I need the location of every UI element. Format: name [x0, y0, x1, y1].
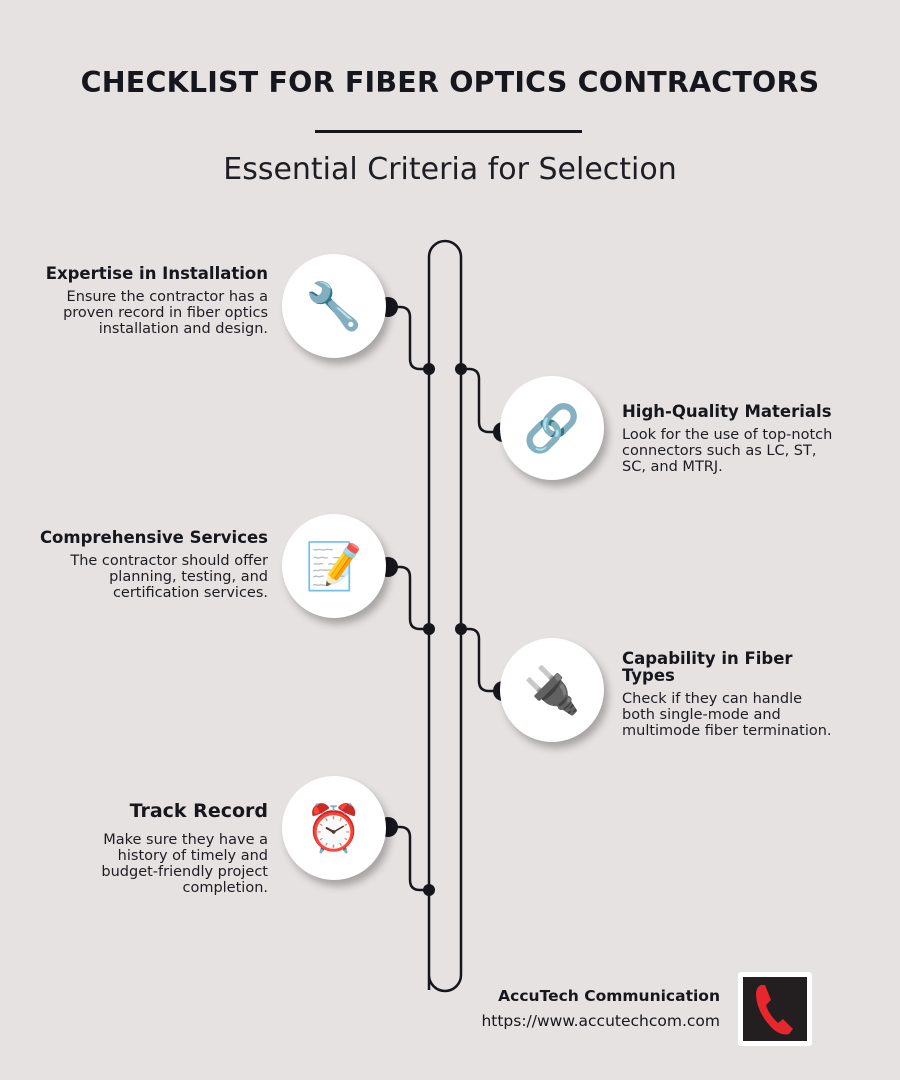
wrench-icon: 🔧: [282, 254, 386, 358]
link-icon: 🔗: [500, 376, 604, 480]
alarm-clock-icon: ⏰: [282, 776, 386, 880]
item-heading: Comprehensive Services: [39, 528, 268, 547]
item-heading: Track Record: [129, 800, 268, 822]
item-text: Make sure they have a history of timely and budget-friendly project completion.: [101, 832, 268, 896]
company-name: AccuTech Communication: [498, 987, 720, 1005]
item-heading: High-Quality Materials: [622, 402, 832, 421]
item-heading: Capability in Fiber Types: [622, 649, 793, 685]
item-text: Check if they can handle both single-mode and multimode fiber termination.: [622, 691, 832, 739]
item-track-record: [68, 800, 268, 896]
page-title: CHECKLIST FOR FIBER OPTICS CONTRACTORS: [80, 66, 820, 99]
item-text: Ensure the contractor has a proven record in fiber optics installation and design.: [63, 289, 268, 337]
item-fiber-types: [622, 650, 832, 739]
page-subtitle: Essential Criteria for Selection: [223, 152, 677, 187]
plug-icon: 🔌: [500, 638, 604, 742]
item-materials: [622, 403, 842, 475]
item-text: Look for the use of top-notch connectors such as LC, ST, SC, and MTRJ.: [622, 427, 833, 475]
company-url[interactable]: https://www.accutechcom.com: [481, 1012, 720, 1030]
item-text: The contractor should offer planning, testing, and certification services.: [70, 553, 268, 601]
item-services: [28, 529, 268, 601]
item-heading: Expertise in Installation: [45, 264, 268, 283]
memo-pencil-icon: 📝: [282, 514, 386, 618]
phone-badge[interactable]: [738, 972, 812, 1046]
item-expertise: [38, 265, 268, 337]
phone-icon: [743, 977, 807, 1041]
